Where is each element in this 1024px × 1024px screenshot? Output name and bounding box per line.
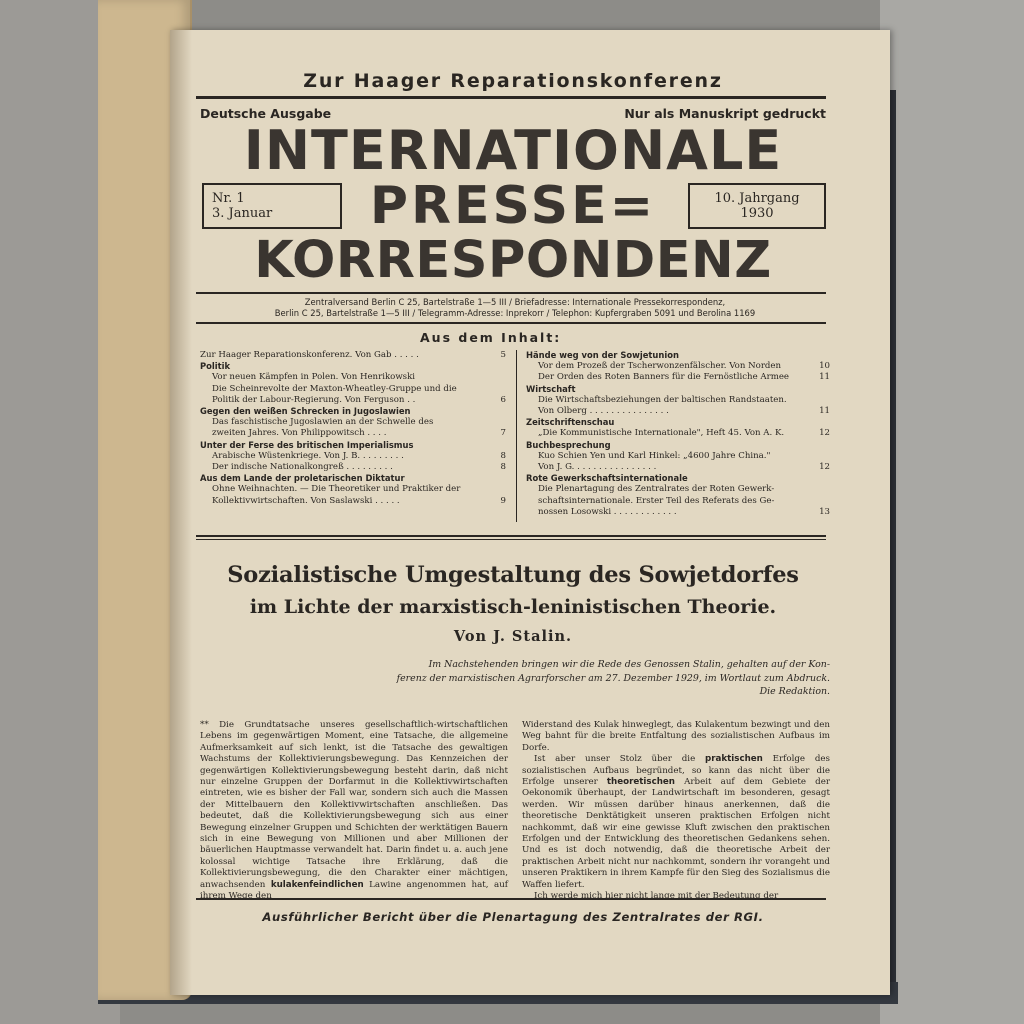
intro-line-1: Im Nachstehenden bringen wir die Rede des Genossen Stalin, gehalten auf der Kon-	[428, 659, 830, 670]
toc-entry	[200, 350, 506, 361]
toc-entry-page: 8	[500, 462, 506, 473]
toc-entry-text: nossen Losowski . . . . . . . . . . . .	[538, 506, 677, 517]
toc-divider	[516, 350, 517, 522]
toc-entry-text: Der Orden des Roten Banners für die Fernöstliche Armee	[538, 372, 790, 383]
toc-entry-page	[500, 484, 506, 495]
address-rule-top	[196, 292, 826, 294]
toc-entry	[200, 451, 506, 462]
intro-signature: Die Redaktion.	[759, 686, 830, 697]
toc-title: Aus dem Inhalt:	[420, 330, 562, 345]
issue-date: 3. Januar	[212, 206, 273, 221]
address-rule-bottom	[196, 322, 826, 324]
right-paragraph-1: Widerstand des Kulak hinweglegt, das Kulakentum bezwingt und den Weg bahnt für die breite Entfaltung des sozialistischen Aufbaus im Dorfe.	[522, 720, 830, 753]
toc-entry-page: 12	[819, 462, 830, 473]
masthead-line-1: INTERNATIONALE	[243, 119, 783, 182]
toc-section: Buchbesprechung	[526, 439, 611, 450]
toc-entry	[526, 507, 830, 518]
toc-entry-page: 6	[500, 394, 506, 405]
toc-entry-page: 10	[819, 361, 830, 372]
page-gutter-shadow	[170, 30, 192, 995]
toc-entry	[526, 451, 830, 462]
toc-entry-page: 11	[819, 372, 830, 383]
article-author: Von J. Stalin.	[453, 628, 573, 645]
toc-entry	[200, 496, 506, 507]
article-column-right	[522, 720, 830, 903]
toc-entry-text: Das faschistische Jugoslawien an der Schwelle des	[212, 417, 434, 428]
toc-entry-text: Vor dem Prozeß der Tscherwonzenfälscher. Von Norden	[538, 361, 782, 372]
toc-entry-text: Arabische Wüstenkriege. Von J. B. . . . . . . . .	[212, 450, 404, 461]
toc-entry	[200, 384, 506, 395]
volume: 10. Jahrgang	[714, 191, 800, 206]
toc-section: Zeitschriftenschau	[526, 417, 615, 428]
left-bold-word: kulakenfeindlichen	[270, 879, 364, 890]
toc-entry-page	[824, 484, 830, 495]
supertitle: Zur Haager Reparationskonferenz	[303, 70, 723, 92]
toc-entry-text: Politik der Labour-Regierung. Von Ferguson . .	[212, 394, 416, 405]
toc-section: Aus dem Lande der proletarischen Diktatur	[200, 473, 405, 484]
intro-line-2: ferenz der marxistischen Agrarforscher am 27. Dezember 1929, im Wortlaut zum Abdruck.	[396, 672, 830, 684]
toc-entry-page	[824, 496, 830, 507]
toc-entry-text: schaftsinternationale. Erster Teil des Referats des Ge-	[538, 495, 775, 506]
article-intro	[320, 658, 830, 699]
address-block	[210, 297, 820, 319]
toc-entry	[526, 428, 830, 439]
toc-section: Unter der Ferse des britischen Imperialismus	[200, 439, 414, 450]
toc-entry-text: zweiten Jahres. Von Philippowitsch . . . .	[212, 428, 387, 439]
toc-section: Wirtschaft	[526, 383, 576, 394]
top-rule	[196, 96, 826, 99]
toc-entry-page: 12	[819, 428, 830, 439]
toc-section: Gegen den weißen Schrecken in Jugoslawien	[200, 406, 411, 417]
toc-entry-text: Von Olberg . . . . . . . . . . . . . . .	[538, 406, 669, 417]
toc-entry-text: Der indische Nationalkongreß . . . . . . . . .	[212, 462, 393, 473]
article-column-left	[200, 720, 508, 903]
toc-section: Hände weg von der Sowjetunion	[526, 350, 679, 360]
toc-entry-text: Ohne Weihnachten. — Die Theoretiker und Praktiker der	[212, 484, 461, 495]
toc-entry	[526, 496, 830, 507]
toc-entry	[200, 395, 506, 406]
edition-left: Deutsche Ausgabe	[200, 106, 332, 121]
toc-entry-text: Die Scheinrevolte der Maxton-Wheatley-Gruppe und die	[212, 383, 457, 394]
toc-entry-page	[824, 395, 830, 406]
right-paragraph-3: Ich werde mich hier nicht lange mit der Bedeutung der	[534, 891, 779, 902]
right-paragraph-2	[522, 754, 830, 891]
toc-entry	[200, 484, 506, 495]
toc-entry-text: Kollektivwirtschaften. Von Saslawski . . . . .	[212, 495, 400, 506]
toc-section: Rote Gewerkschaftsinternationale	[526, 473, 688, 484]
issue-box	[202, 183, 342, 229]
right-bold-1: praktischen	[705, 754, 763, 765]
toc-right-column	[526, 350, 830, 518]
right-text-c: Arbeit auf dem Gebiete der Oekonomik überhaupt, der Landwirtschaft im besonderen, gesagt werden. Wir müssen darüber hinaus anerkennen, daß die theoretische Denktätigkeit unseren praktischen Erfolgen nicht nachkommt, daß wir eine gewisse Kluft zwischen den praktischen Erfolgen und der Entwicklung des theoretischen Gedankens sehen. Und es ist doch notwendig, daß die theoretische Arbeit der praktischen Arbeit nicht nur nachkommt, sondern ihr vorangeht und unseren Praktikern in ihrem Kampfe für den Sieg des Sozialismus die Waffen liefert.	[522, 777, 830, 890]
toc-entry	[200, 428, 506, 439]
toc-entry-page: 13	[819, 506, 830, 517]
toc-entry-page	[500, 384, 506, 395]
volume-box	[688, 183, 826, 229]
left-paragraph-2: Lawine angenommen hat, auf ihrem Wege den	[200, 879, 509, 902]
article-title-line-1: Sozialistische Umgestaltung des Sowjetdorfes	[227, 562, 799, 588]
toc-entry-text: Kuo Schien Yen und Karl Hinkel: „4600 Jahre China."	[538, 450, 771, 461]
toc-rule-2	[196, 539, 826, 540]
footer-rule	[196, 898, 826, 900]
toc-entry-page: 8	[500, 450, 506, 461]
toc-entry-page: 9	[500, 495, 506, 506]
toc-entry	[200, 462, 506, 473]
toc-entry-page: 5	[500, 350, 506, 360]
issue-number: Nr. 1	[212, 191, 245, 206]
toc-entry	[526, 372, 830, 383]
toc-entry	[200, 372, 506, 383]
right-text-a: Ist aber unser Stolz über die	[534, 754, 696, 765]
footer-notice: Ausführlicher Bericht über die Plenartagung des Zentralrates der RGI.	[262, 910, 764, 924]
masthead-line-3: KORRESPONDENZ	[254, 231, 772, 290]
toc-entry-text: „Die Kommunistische Internationale", Heft 45. Von A. K.	[538, 428, 785, 439]
toc-entry	[526, 462, 830, 473]
toc-rule-1	[196, 535, 826, 537]
toc-entry-text: Vor neuen Kämpfen in Polen. Von Henrikowski	[212, 372, 416, 383]
toc-entry	[200, 417, 506, 428]
address-line-1: Zentralversand Berlin C 25, Bartelstraße 1—5 III / Briefadresse: Internationale Pressekorrespondenz,	[304, 297, 726, 307]
toc-entry	[526, 484, 830, 495]
table-background	[880, 0, 1024, 1024]
masthead-line-2: PRESSE=	[369, 176, 657, 236]
toc-left-column	[200, 350, 506, 507]
address-line-2: Berlin C 25, Bartelstraße 1—5 III / Telegramm-Adresse: Inprekorr / Telephon: Kupfergraben 5091 und Berolina 1169	[274, 308, 756, 318]
year: 1930	[740, 206, 774, 221]
toc-entry-text: Die Wirtschaftsbeziehungen der baltischen Randstaaten.	[538, 394, 787, 405]
toc-entry-text: Die Plenartagung des Zentralrates der Roten Gewerk-	[538, 484, 775, 495]
toc-entry-page	[500, 417, 506, 428]
edition-right: Nur als Manuskript gedruckt	[624, 106, 826, 121]
newspaper-page	[170, 30, 890, 995]
toc-entry-page: 11	[819, 406, 830, 417]
toc-entry-page	[500, 372, 506, 383]
toc-entry	[526, 395, 830, 406]
right-text-b: Erfolge des sozialistischen Aufbaus begründet, so kann das nicht über die Erfolge unserer	[522, 754, 830, 788]
toc-section: Politik	[200, 361, 231, 372]
left-paragraph-1: ** Die Grundtatsache unseres gesellschaftlich-wirtschaftlichen Lebens im gegenwärtigen Moment, eine Tatsache, die allgemeine Aufmerksamkeit auf sich lenkt, ist die Tatsache des gewaltigen Wachstums der Kollektivierungsbewegung. Das Kennzeichen der gegenwärtigen Kollektivierungsbewegung besteht darin, daß nicht nur einzelne Gruppen der Dorfarmut in die Kollektivwirtschaften eintreten, wie es bisher der Fall war, sondern sich auch die Massen der Mittelbauern den Kollektivwirtschaften anschließen. Das bedeutet, daß die Kollektivierungsbewegung sich aus einer Bewegung einzelner Gruppen und Schichten der werktätigen Bauern sich in eine Bewegung von Millionen und aber Millionen der bäuerlichen Hauptmasse verwandelt hat. Darin findet u. a. auch jene kolossal wichtige Tatsache ihre Erklärung, daß die Kollektivierungsbewegung, die den Charakter einer mächtigen, anwachsenden	[200, 720, 508, 890]
right-bold-2: theoretischen	[606, 777, 675, 788]
toc-entry-text: Von J. G. . . . . . . . . . . . . . . .	[538, 462, 657, 473]
toc-entry-page: 7	[500, 428, 506, 439]
toc-entry-page	[824, 451, 830, 462]
toc-entry-text: Zur Haager Reparationskonferenz. Von Gab . . . . .	[200, 350, 419, 360]
toc-entry	[526, 406, 830, 417]
article-title-line-2: im Lichte der marxistisch-leninistischen Theorie.	[249, 596, 777, 618]
toc-entry	[526, 361, 830, 372]
